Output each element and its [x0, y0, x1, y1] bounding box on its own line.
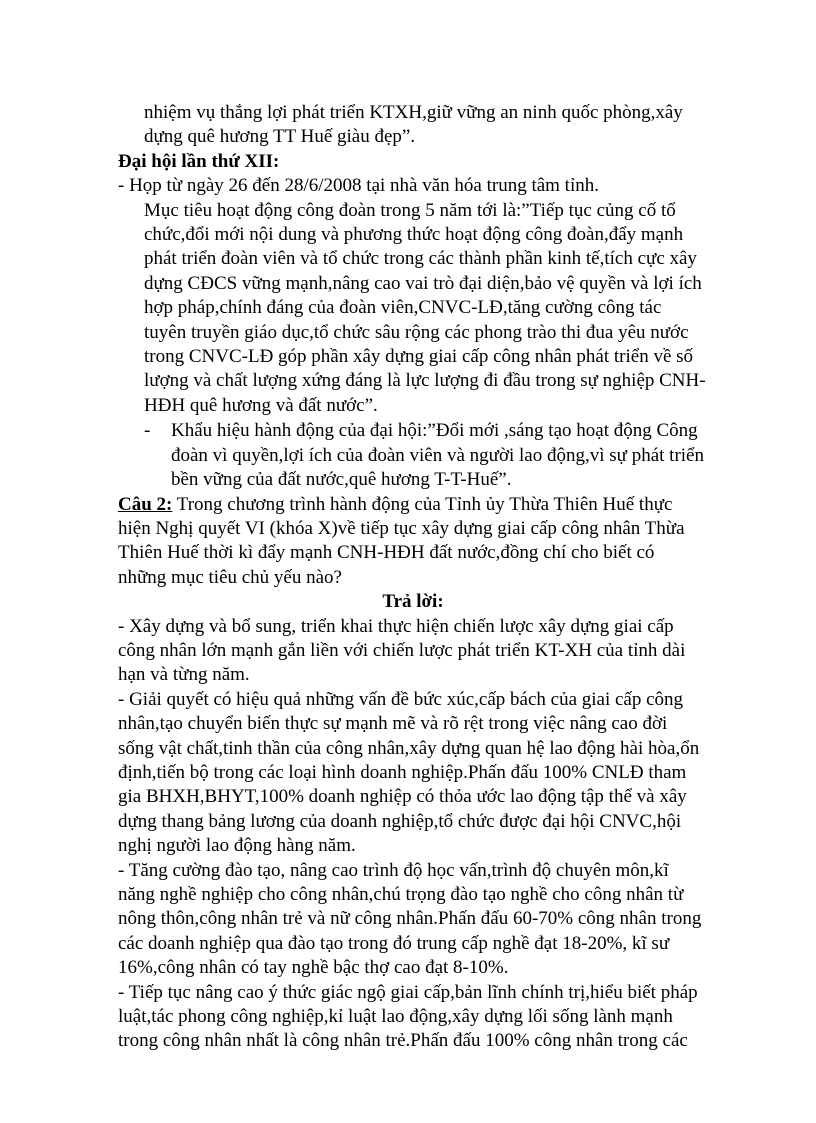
slogan-item — [118, 419, 708, 492]
text-line: - Tiếp tục nâng cao ý thức giác ngộ giai cấp,bản lĩnh chính trị,hiểu biết pháp — [118, 981, 698, 1003]
goals-paragraph — [118, 199, 708, 419]
text-line: các doanh nghiệp qua đào tạo trong đó trung cấp nghề đạt 18-20%, kĩ sư — [118, 932, 670, 954]
text-line: nhiệm vụ thắng lợi phát triển KTXH,giữ vững an ninh quốc phòng,xây — [144, 102, 683, 123]
answer-item — [118, 981, 708, 1054]
text-line: nghị người lao động hàng năm. — [118, 835, 356, 857]
text-line: dựng quê hương TT Huế giàu đẹp”. — [144, 126, 416, 148]
text-line: - Tăng cường đào tạo, nâng cao trình độ học vấn,trình độ chuyên môn,kĩ — [118, 859, 669, 881]
text-line: dựng CĐCS vững mạnh,nâng cao vai trò đại diện,bảo vệ quyền và lợi ích — [144, 272, 702, 294]
text-line: luật,tác phong công nghiệp,kỉ luật lao động,xây dựng lối sống lành mạnh — [118, 1006, 673, 1028]
text-line: phát triển đoàn viên và tổ chức trong các thành phần kinh tế,tích cực xây — [144, 248, 697, 270]
answer-item — [118, 615, 708, 688]
text-line: hạn và từng năm. — [118, 664, 250, 686]
text-line: hiện Nghị quyết VI (khóa X)về tiếp tục xây dựng giai cấp công nhân Thừa — [118, 517, 685, 539]
text-line: sống vật chất,tinh thần của công nhân,xây dựng quan hệ lao động hài hòa,ổn — [118, 737, 700, 759]
text-line: lượng và chất lượng xứng đáng là lực lượng đi đầu trong sự nghiệp CNH- — [144, 370, 706, 392]
previous-quote-continuation — [118, 101, 708, 150]
text-line: hợp pháp,chính đáng của đoàn viên,CNVC-LĐ,tăng cường công tác — [144, 297, 662, 319]
document-body — [118, 101, 708, 1054]
text-line: gia BHXH,BHYT,100% doanh nghiệp có thỏa ước lao động tập thể và xây — [118, 786, 687, 808]
answer-item — [118, 688, 708, 859]
text-line: nhân,tạo chuyển biến thực sự mạnh mẽ và rõ rệt trong việc nâng cao đời — [118, 713, 668, 735]
text-line: tuyên truyền giáo dục,tổ chức sâu rộng các phong trào thi đua yêu nước — [144, 321, 689, 343]
question-text: Trong chương trình hành động của Tỉnh ủy Thừa Thiên Huế thực — [172, 493, 673, 515]
question-first-line — [118, 493, 708, 517]
text-line: trong CNVC-LĐ góp phần xây dựng giai cấp công nhân phát triển về số — [144, 346, 694, 368]
text-line: trong công nhân nhất là công nhân trẻ.Phấn đấu 100% công nhân trong các — [118, 1030, 688, 1052]
text-line: bền vững của đất nước,quê hương T-T-Huế”. — [171, 469, 512, 491]
question-block — [118, 493, 708, 591]
text-line: Khẩu hiệu hành động của đại hội:”Đổi mới ,sáng tạo hoạt động Công — [171, 420, 698, 442]
text-line: chức,đổi mới nội dung và phương thức hoạt động công đoàn,đẩy mạnh — [144, 224, 684, 246]
text-line: - Xây dựng và bổ sung, triển khai thực hiện chiến lược xây dựng giai cấp — [118, 615, 674, 637]
text-line: công nhân lớn mạnh gắn liền với chiến lược phát triển KT-XH của tỉnh dài — [118, 639, 686, 661]
list-dash-marker: - — [144, 420, 151, 442]
text-line: Thiên Huế thời kì đẩy mạnh CNH-HĐH đất nước,đồng chí cho biết có — [118, 542, 655, 564]
text-line: đoàn vì quyền,lợi ích của đoàn viên và người lao động,vì sự phát triển — [171, 444, 704, 466]
congress-heading: Đại hội lần thứ XII: — [118, 150, 280, 172]
meeting-info: - Họp từ ngày 26 đến 28/6/2008 tại nhà văn hóa trung tâm tỉnh. — [118, 175, 599, 197]
text-line: 16%,công nhân có tay nghề bậc thợ cao đạt 8-10%. — [118, 957, 509, 979]
text-line: HĐH quê hương và đất nước”. — [144, 394, 378, 416]
answer-item — [118, 859, 708, 981]
text-line: nông thôn,công nhân trẻ và nữ công nhân.Phấn đấu 60-70% công nhân trong — [118, 908, 702, 930]
text-line: Mục tiêu hoạt động công đoàn trong 5 năm tới là:”Tiếp tục củng cố tổ — [144, 199, 676, 221]
text-line: định,tiến bộ trong các loại hình doanh nghiệp.Phấn đấu 100% CNLĐ tham — [118, 761, 687, 783]
text-line: - Giải quyết có hiệu quả những vấn đề bức xúc,cấp bách của giai cấp công — [118, 688, 684, 710]
answer-heading: Trả lời: — [382, 591, 444, 613]
text-line: năng nghề nghiệp cho công nhân,chú trọng đào tạo nghề cho công nhân từ — [118, 884, 684, 905]
question-label: Câu 2: — [118, 493, 173, 515]
text-line: dựng thang bảng lương của doanh nghiệp,tổ chức được đại hội CNVC,hội — [118, 810, 682, 832]
text-line: những mục tiêu chủ yếu nào? — [118, 566, 342, 588]
